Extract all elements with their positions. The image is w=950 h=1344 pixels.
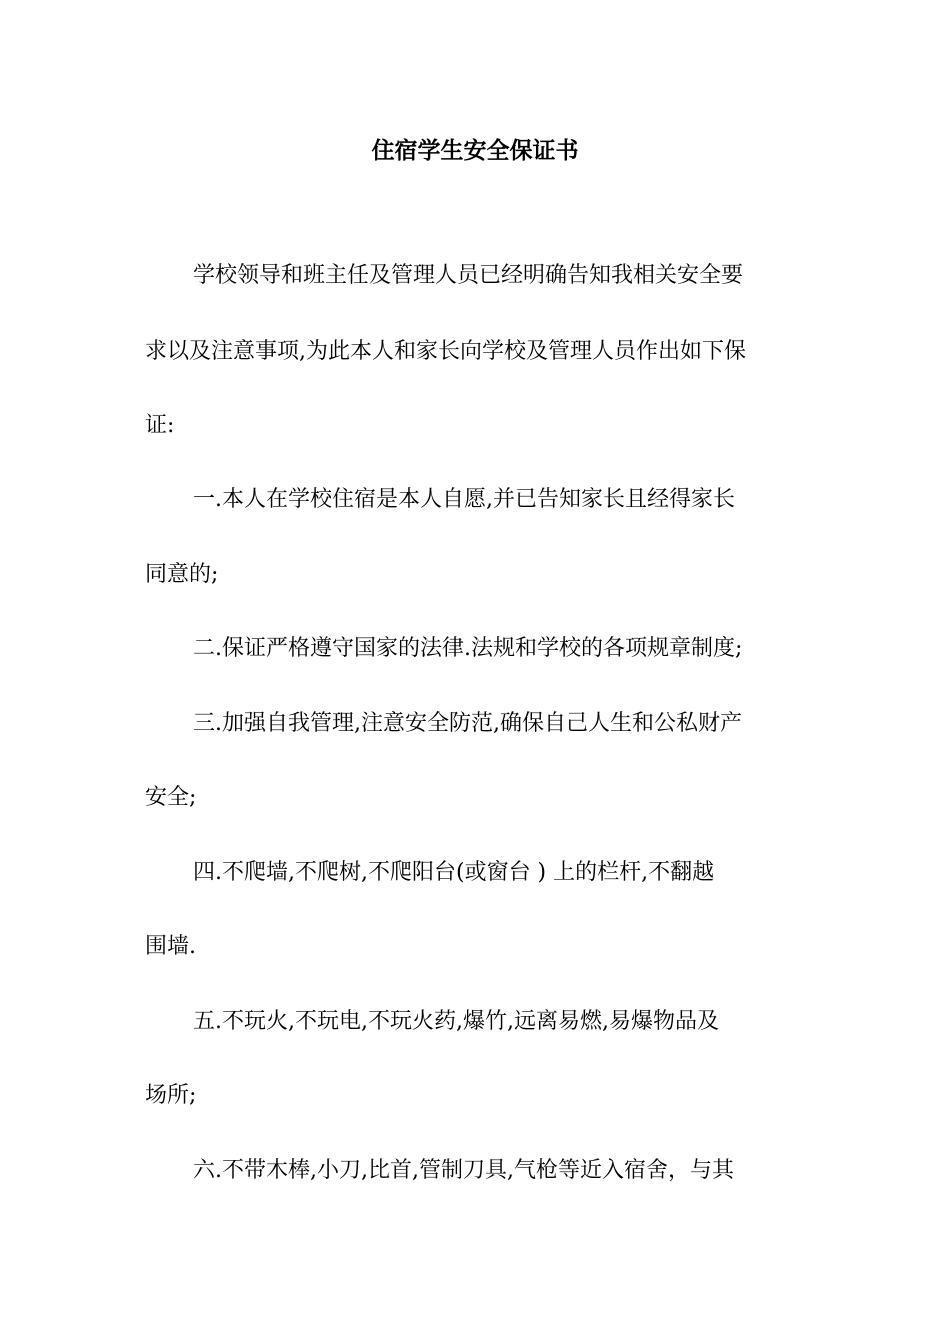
paragraph-line: 六.不带木棒,小刀,比首,管制刀具,气枪等近入宿舍，与其 (193, 1158, 734, 1183)
paragraph-line: 五.不玩火,不玩电,不玩火药,爆竹,远离易燃,易爆物品及 (193, 1009, 719, 1034)
paragraph-line: 一.本人在学校住宿是本人自愿,并已告知家长且经得家长 (193, 487, 735, 512)
paragraph-line: 三.加强自我管理,注意安全防范,确保自己人生和公私财产 (193, 711, 742, 736)
paragraph-line: 四.不爬墙,不爬树,不爬阳台(或窗台 ) 上的栏杆,不翻越 (193, 860, 715, 885)
paragraph-line: 学校领导和班主任及管理人员已经明确告知我相关安全要 (193, 263, 744, 288)
paragraph-line: 同意的; (145, 562, 219, 587)
document-title: 住宿学生安全保证书 (371, 137, 579, 164)
paragraph-line: 场所; (145, 1083, 197, 1108)
paragraph-line: 安全; (145, 785, 197, 810)
paragraph-line: 围墙. (145, 934, 196, 959)
paragraph-line: 二.保证严格遵守国家的法律.法规和学校的各项规章制度; (193, 636, 743, 661)
paragraph-line: 证: (145, 413, 175, 438)
paragraph-line: 求以及注意事项,为此本人和家长向学校及管理人员作出如下保 (145, 339, 746, 364)
